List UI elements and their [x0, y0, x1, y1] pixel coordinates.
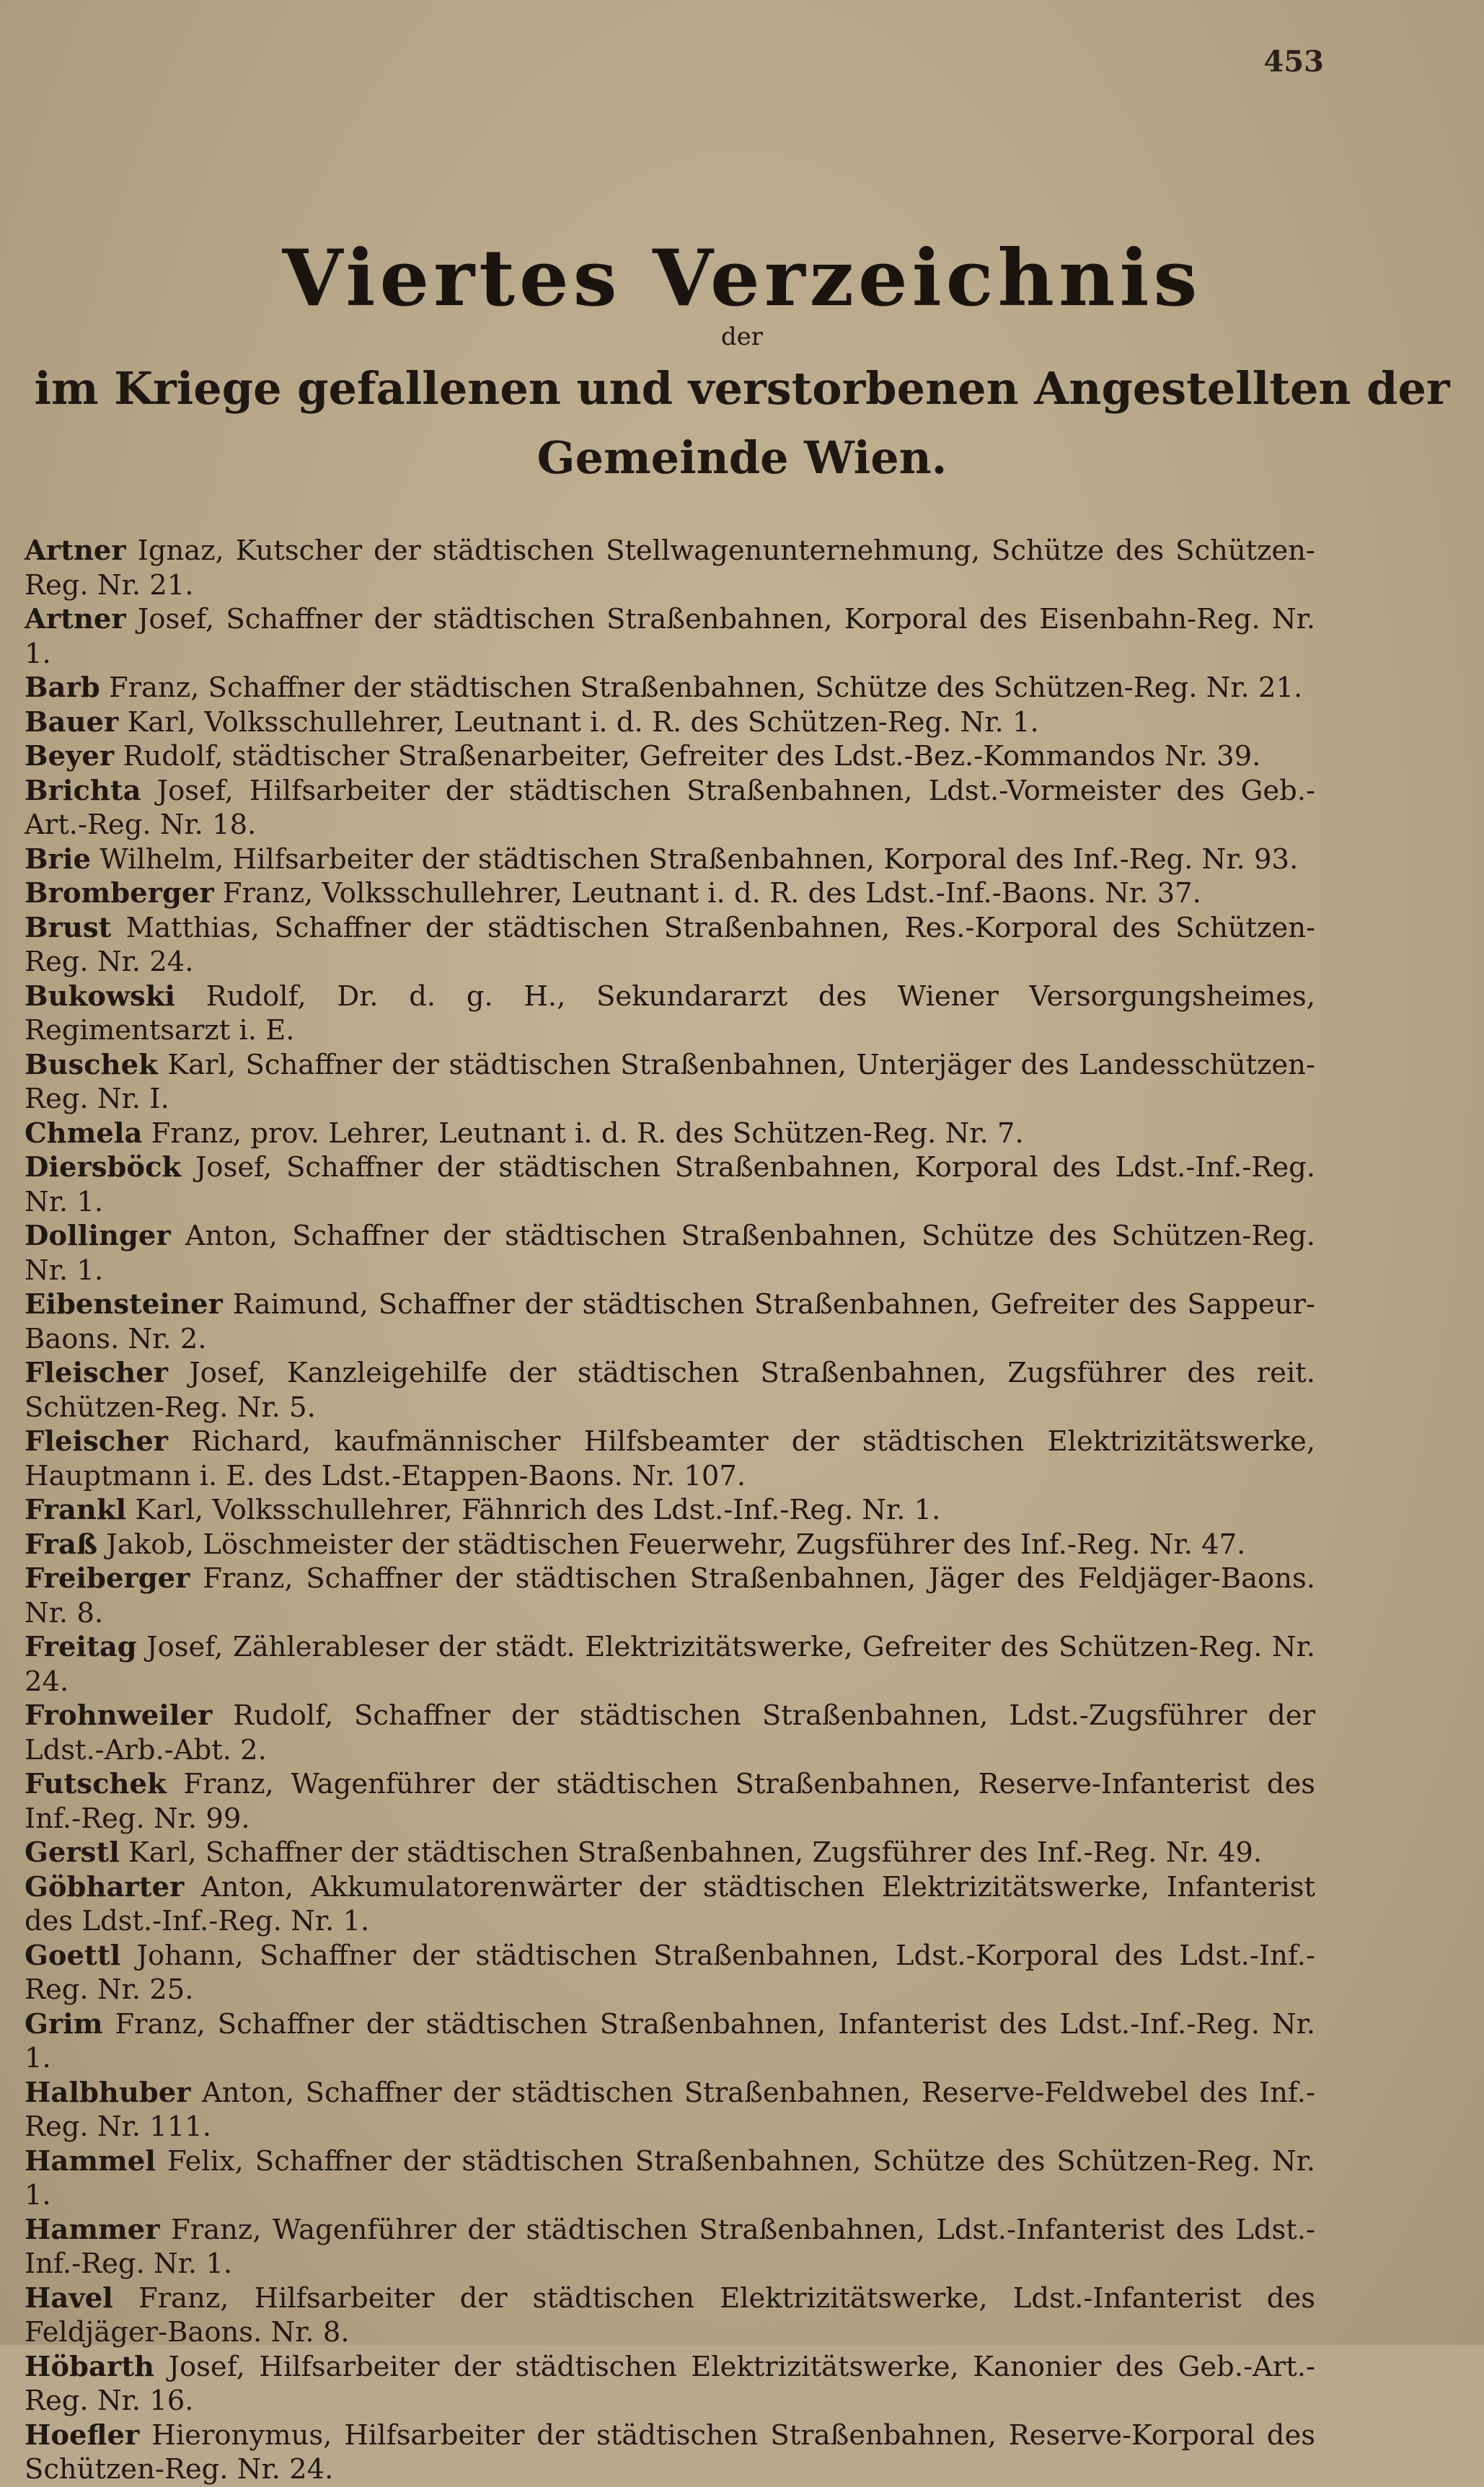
list-item — [25, 671, 1315, 705]
entry-surname: Fleischer — [25, 1357, 168, 1389]
entry-text: Franz, prov. Lehrer, Leutnant i. d. R. des Schützen-Reg. Nr. 7. — [142, 1117, 1024, 1150]
entry-surname: Bukowski — [25, 980, 176, 1013]
entry-text: Josef, Schaffner der städtischen Straßenbahnen, Korporal des Eisenbahn-Reg. Nr. 1. — [25, 603, 1315, 670]
entry-surname: Chmela — [25, 1117, 143, 1150]
entry-text: Franz, Schaffner der städtischen Straßenbahnen, Jäger des Feldjäger-Baons. Nr. 8. — [25, 1562, 1315, 1629]
entry-text: Richard, kaufmännischer Hilfsbeamter der städtischen Elektrizitätswerke, Hauptmann i. E. des Ldst.-Etappen-Baons. Nr. 107. — [25, 1425, 1315, 1492]
entry-surname: Höbarth — [25, 2350, 154, 2383]
entry-surname: Gerstl — [25, 1836, 120, 1869]
list-item — [25, 842, 1315, 877]
list-item — [25, 1836, 1315, 1870]
list-item — [25, 1939, 1315, 2007]
list-item — [25, 1425, 1315, 1493]
entry-list — [25, 534, 1315, 2487]
entry-text: Karl, Volksschullehrer, Leutnant i. d. R. des Schützen-Reg. Nr. 1. — [118, 705, 1039, 739]
entry-text: Rudolf, Dr. d. g. H., Sekundararzt des Wiener Versorgungsheimes, Regimentsarzt i. E. — [25, 980, 1315, 1047]
title-block — [0, 233, 1484, 490]
entry-text: Franz, Volksschullehrer, Leutnant i. d. R. des Ldst.-Inf.-Baons. Nr. 37. — [213, 877, 1201, 910]
list-item — [25, 911, 1315, 980]
entry-surname: Brie — [25, 842, 91, 876]
list-item — [25, 876, 1315, 911]
entry-surname: Freiberger — [25, 1562, 190, 1595]
entry-text: Josef, Hilfsarbeiter der städtischen Straßenbahnen, Ldst.-Vormeister des Geb.-Art.-Reg. Nr. 18. — [25, 774, 1315, 841]
entry-surname: Bromberger — [25, 877, 214, 910]
entry-text: Karl, Schaffner der städtischen Straßenbahnen, Unterjäger des Landesschützen-Reg. Nr. I. — [25, 1048, 1315, 1115]
entry-text: Franz, Wagenführer der städtischen Straßenbahnen, Ldst.-Infanterist des Ldst.-Inf.-Reg. Nr. 1. — [25, 2213, 1315, 2280]
page-number: 453 — [1263, 45, 1324, 79]
list-item — [25, 1870, 1315, 1939]
entry-text: Felix, Schaffner der städtischen Straßenbahnen, Schütze des Schützen-Reg. Nr. 1. — [25, 2144, 1315, 2211]
entry-text: Rudolf, städtischer Straßenarbeiter, Gefreiter des Ldst.-Bez.-Kommandos Nr. 39. — [114, 740, 1261, 772]
list-item — [25, 2418, 1315, 2487]
list-item — [25, 2144, 1315, 2213]
entry-surname: Beyer — [25, 740, 115, 772]
entry-text: Franz, Schaffner der städtischen Straßenbahnen, Schütze des Schützen-Reg. Nr. 21. — [100, 672, 1303, 704]
entry-surname: Futschek — [25, 1768, 167, 1800]
entry-text: Anton, Schaffner der städtischen Straßenbahnen, Schütze des Schützen-Reg. Nr. 1. — [25, 1220, 1315, 1287]
entry-surname: Grim — [25, 2007, 103, 2041]
entry-surname: Goettl — [25, 1939, 121, 1972]
subtitle-line-1: im Kriege gefallenen und verstorbenen Angestellten der — [34, 362, 1450, 415]
entry-surname: Barb — [25, 672, 100, 704]
entry-text: Raimund, Schaffner der städtischen Straßenbahnen, Gefreiter des Sappeur-Baons. Nr. 2. — [25, 1288, 1315, 1355]
entry-surname: Frohnweiler — [25, 1699, 213, 1732]
entry-text: Franz, Schaffner der städtischen Straßenbahnen, Infanterist des Ldst.-Inf.-Reg. Nr. 1. — [25, 2007, 1315, 2074]
list-item — [25, 1150, 1315, 1219]
list-item — [25, 2213, 1315, 2281]
list-item — [25, 774, 1315, 842]
entry-surname: Artner — [25, 603, 126, 635]
list-item — [25, 980, 1315, 1048]
list-item — [25, 705, 1315, 740]
entry-surname: Dollinger — [25, 1220, 171, 1252]
entry-text: Matthias, Schaffner der städtischen Straßenbahnen, Res.-Korporal des Schützen-Reg. Nr. 24. — [25, 911, 1315, 978]
list-item — [25, 1287, 1315, 1356]
entry-text: Johann, Schaffner der städtischen Straßenbahnen, Ldst.-Korporal des Ldst.-Inf.-Reg. Nr. 25. — [25, 1939, 1315, 2006]
list-item — [25, 1699, 1315, 1767]
entry-text: Josef, Hilfsarbeiter der städtischen Elektrizitätswerke, Kanonier des Geb.-Art.-Reg. Nr. 16. — [25, 2350, 1315, 2417]
entry-surname: Göbharter — [25, 1870, 185, 1903]
title-connector: der — [720, 322, 764, 352]
entry-text: Karl, Schaffner der städtischen Straßenbahnen, Zugsführer des Inf.-Reg. Nr. 49. — [119, 1836, 1263, 1869]
list-item — [25, 1117, 1315, 1151]
list-item — [25, 1630, 1315, 1699]
entry-surname: Frankl — [25, 1494, 127, 1526]
entry-text: Anton, Akkumulatorenwärter der städtischen Elektrizitätswerke, Infanterist des Ldst.-Inf.-Reg. Nr. 1. — [25, 1870, 1315, 1937]
entry-text: Karl, Volksschullehrer, Fähnrich des Ldst.-Inf.-Reg. Nr. 1. — [126, 1494, 941, 1526]
list-item — [25, 1528, 1315, 1562]
entry-text: Josef, Zählerableser der städt. Elektrizitätswerke, Gefreiter des Schützen-Reg. Nr. 24. — [25, 1631, 1315, 1698]
entry-surname: Hoefler — [25, 2418, 140, 2452]
entry-text: Rudolf, Schaffner der städtischen Straßenbahnen, Ldst.-Zugsführer der Ldst.-Arb.-Abt. 2. — [25, 1699, 1315, 1766]
list-item — [25, 534, 1315, 602]
list-item — [25, 2281, 1315, 2350]
list-item — [25, 1356, 1315, 1425]
entry-text: Josef, Schaffner der städtischen Straßenbahnen, Korporal des Ldst.-Inf.-Reg. Nr. 1. — [25, 1151, 1315, 1218]
page-title: Viertes Verzeichnis — [282, 233, 1202, 324]
entry-surname: Brichta — [25, 774, 141, 807]
list-item — [25, 2350, 1315, 2418]
entry-surname: Buschek — [25, 1048, 158, 1081]
list-item — [25, 739, 1315, 774]
entry-text: Franz, Wagenführer der städtischen Straßenbahnen, Reserve-Infanterist des Inf.-Reg. Nr. 99. — [25, 1768, 1315, 1835]
list-item — [25, 1493, 1315, 1528]
entry-text: Ignaz, Kutscher der städtischen Stellwagenunternehmung, Schütze des Schützen-Reg. Nr. 21. — [25, 534, 1315, 602]
list-item — [25, 1048, 1315, 1117]
entry-text: Wilhelm, Hilfsarbeiter der städtischen Straßenbahnen, Korporal des Inf.-Reg. Nr. 93. — [90, 842, 1299, 876]
list-item — [25, 1562, 1315, 1630]
list-item — [25, 2076, 1315, 2144]
subtitle-line-2: Gemeinde Wien. — [536, 431, 948, 485]
entry-surname: Artner — [25, 534, 126, 567]
entry-text: Anton, Schaffner der städtischen Straßenbahnen, Reserve-Feldwebel des Inf.-Reg. Nr. 111. — [25, 2076, 1315, 2143]
entry-surname: Diersböck — [25, 1151, 182, 1184]
list-item — [25, 2007, 1315, 2076]
entry-surname: Hammel — [25, 2144, 156, 2178]
entry-text: Hieronymus, Hilfsarbeiter der städtischen Straßenbahnen, Reserve-Korporal des Schützen-Reg. Nr. 24. — [25, 2418, 1315, 2486]
entry-surname: Havel — [25, 2281, 113, 2315]
entry-text: Franz, Hilfsarbeiter der städtischen Elektrizitätswerke, Ldst.-Infanterist des Feldjäger-Baons. Nr. 8. — [25, 2281, 1315, 2349]
entry-surname: Halbhuber — [25, 2076, 191, 2109]
entry-surname: Hammer — [25, 2213, 160, 2246]
list-item — [25, 602, 1315, 671]
entry-text: Jakob, Löschmeister der städtischen Feuerwehr, Zugsführer des Inf.-Reg. Nr. 47. — [97, 1528, 1246, 1561]
entry-surname: Bauer — [25, 705, 119, 739]
list-item — [25, 1219, 1315, 1287]
entry-surname: Freitag — [25, 1631, 137, 1663]
entry-surname: Brust — [25, 911, 112, 944]
list-item — [25, 1767, 1315, 1836]
entry-surname: Fleischer — [25, 1425, 168, 1458]
entry-surname: Eibensteiner — [25, 1288, 223, 1321]
entry-surname: Fraß — [25, 1528, 98, 1561]
entry-text: Josef, Kanzleigehilfe der städtischen Straßenbahnen, Zugsführer des reit. Schützen-Reg. Nr. 5. — [25, 1357, 1315, 1424]
